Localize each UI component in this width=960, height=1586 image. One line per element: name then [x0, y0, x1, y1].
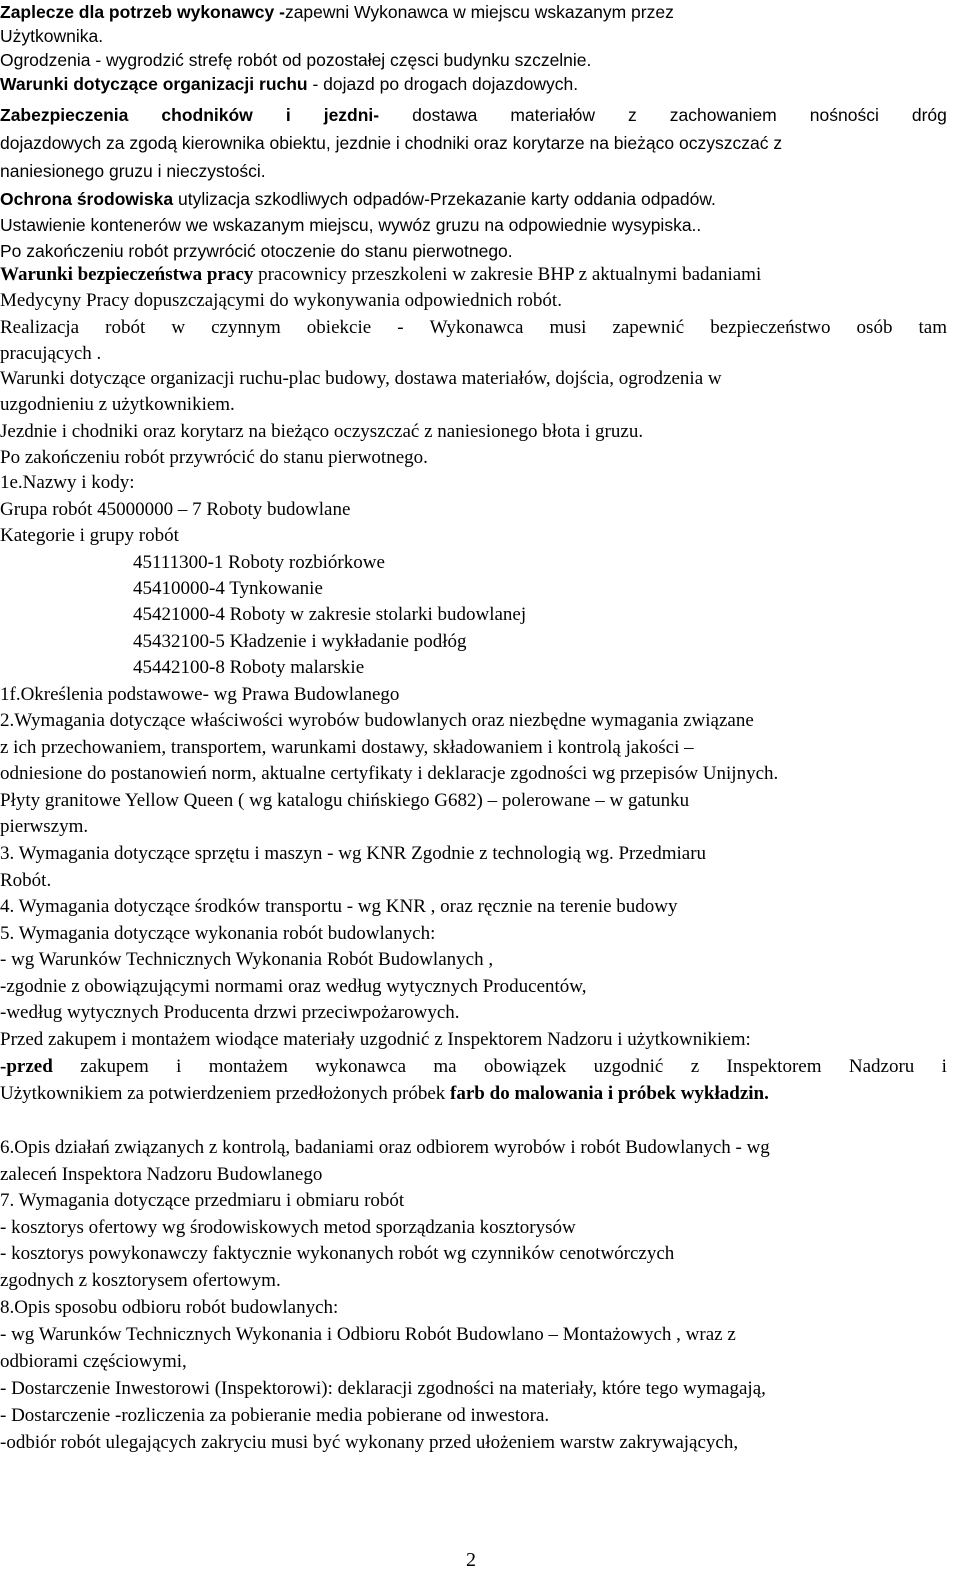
work-safety-line: Warunki bezpieczeństwa pracy pracownicy przeszkoleni w zakresie BHP z aktualnymi badaniami	[0, 264, 762, 285]
text-line: Warunki dotyczące organizacji ruchu-plac budowy, dostawa materiałów, dojścia, ogrodzenia w	[0, 368, 722, 389]
text-line: Płyty granitowe Yellow Queen ( wg katalogu chińskiego G682) – polerowane – w gatunku	[0, 790, 690, 811]
section-heading: 3. Wymagania dotyczące sprzętu i maszyn - wg KNR Zgodnie z technologią wg. Przedmiaru	[0, 843, 707, 864]
text-line: naniesionego gruzu i nieczystości.	[0, 161, 266, 181]
text-line: Użytkownika.	[0, 26, 104, 46]
justified-line: Zabezpieczenia chodników i jezdni- dostawa materiałów z zachowaniem nośności dróg	[0, 105, 947, 125]
list-item: -zgodnie z obowiązującymi normami oraz według wytycznych Producentów,	[0, 976, 587, 997]
list-item: - Dostarczenie Inwestorowi (Inspektorowi): deklaracji zgodności na materiały, które tego wymagają,	[0, 1378, 766, 1399]
text-line: pierwszym.	[0, 816, 89, 837]
contractor-facilities-line: Zaplecze dla potrzeb wykonawcy -zapewni Wykonawca w miejscu wskazanym przez	[0, 2, 674, 22]
text-line: dojazdowych za zgodą kierownika obiektu, jezdnie i chodniki oraz korytarze na bieżąco oczyszczać z	[0, 133, 783, 153]
code-list-item: 45410000-4 Tynkowanie	[133, 578, 323, 599]
text-line: Kategorie i grupy robót	[0, 525, 179, 546]
section-heading: 4. Wymagania dotyczące środków transportu - wg KNR , oraz ręcznie na terenie budowy	[0, 896, 678, 917]
justified-line: -przed zakupem i montażem wykonawca ma obowiązek uzgodnić z Inspektorem Nadzoru i	[0, 1056, 947, 1077]
text-line: Jezdnie i chodniki oraz korytarz na bieżąco oczyszczać z naniesionego błota i gruzu.	[0, 421, 644, 442]
list-item: - wg Warunków Technicznych Wykonania i Odbioru Robót Budowlano – Montażowych , wraz z	[0, 1324, 736, 1345]
list-item: - Dostarczenie -rozliczenia za pobieranie media pobierane od inwestora.	[0, 1405, 550, 1426]
section-heading: 1f.Określenia podstawowe- wg Prawa Budowlanego	[0, 684, 400, 705]
section-heading: 8.Opis sposobu odbioru robót budowlanych:	[0, 1297, 339, 1318]
text-line: Po zakończeniu robót przywrócić otoczenie do stanu pierwotnego.	[0, 241, 513, 261]
text-line: pracujących .	[0, 343, 102, 364]
text-line: zgodnych z kosztorysem ofertowym.	[0, 1270, 281, 1291]
list-item: -według wytycznych Producenta drzwi przeciwpożarowych.	[0, 1002, 460, 1023]
text-line: odniesione do postanowień norm, aktualne certyfikaty i deklaracje zgodności wg przepisów Unijnych.	[0, 763, 779, 784]
text-line: Ustawienie kontenerów we wskazanym miejscu, wywóz gruzu na odpowiednie wysypiska..	[0, 215, 702, 235]
text-line: Po zakończeniu robót przywrócić do stanu pierwotnego.	[0, 447, 428, 468]
text-line: zaleceń Inspektora Nadzoru Budowlanego	[0, 1164, 323, 1185]
code-list-item: 45432100-5 Kładzenie i wykładanie podłóg	[133, 631, 467, 652]
code-list-item: 45442100-8 Roboty malarskie	[133, 657, 365, 678]
traffic-organization-line: Warunki dotyczące organizacji ruchu - dojazd po drogach dojazdowych.	[0, 74, 579, 94]
section-heading: 7. Wymagania dotyczące przedmiaru i obmiaru robót	[0, 1190, 405, 1211]
text-line: uzgodnieniu z użytkownikiem.	[0, 394, 235, 415]
section-heading: 1e.Nazwy i kody:	[0, 472, 135, 493]
list-item: - kosztorys powykonawczy faktycznie wykonanych robót wg czynników cenotwórczych	[0, 1243, 675, 1264]
list-item: - wg Warunków Technicznych Wykonania Robót Budowlanych ,	[0, 949, 494, 970]
samples-line: Użytkownikiem za potwierdzeniem przedłożonych próbek farb do malowania i próbek wykładzin.	[0, 1083, 769, 1104]
page-number: 2	[466, 1549, 476, 1571]
text-line: odbiorami częściowymi,	[0, 1351, 187, 1372]
section-heading: 2.Wymagania dotyczące właściwości wyrobów budowlanych oraz niezbędne wymagania związane	[0, 710, 754, 731]
list-item: -odbiór robót ulegających zakryciu musi być wykonany przed ułożeniem warstw zakrywających,	[0, 1432, 739, 1453]
section-heading: 6.Opis działań związanych z kontrolą, badaniami oraz odbiorem wyrobów i robót Budowlanych - wg	[0, 1137, 770, 1158]
text-line: Medycyny Pracy dopuszczającymi do wykonywania odpowiednich robót.	[0, 290, 562, 311]
text-line: Ogrodzenia - wygrodzić strefę robót od pozostałej częsci budynku szczelnie.	[0, 50, 592, 70]
section-heading: 5. Wymagania dotyczące wykonania robót budowlanych:	[0, 923, 436, 944]
text-line: z ich przechowaniem, transportem, warunkami dostawy, składowaniem i kontrolą jakości –	[0, 737, 694, 758]
text-line: Robót.	[0, 870, 52, 891]
code-list-item: 45111300-1 Roboty rozbiórkowe	[133, 552, 385, 573]
text-line: Przed zakupem i montażem wiodące materiały uzgodnić z Inspektorem Nadzoru i użytkownikiem:	[0, 1029, 751, 1050]
code-list-item: 45421000-4 Roboty w zakresie stolarki budowlanej	[133, 604, 527, 625]
list-item: - kosztorys ofertowy wg środowiskowych metod sporządzania kosztorysów	[0, 1217, 576, 1238]
justified-line: Realizacja robót w czynnym obiekcie - Wykonawca musi zapewnić bezpieczeństwo osób tam	[0, 317, 947, 338]
environment-protection-line: Ochrona środowiska utylizacja szkodliwych odpadów-Przekazanie karty oddania odpadów.	[0, 189, 716, 209]
text-line: Grupa robót 45000000 – 7 Roboty budowlane	[0, 499, 351, 520]
